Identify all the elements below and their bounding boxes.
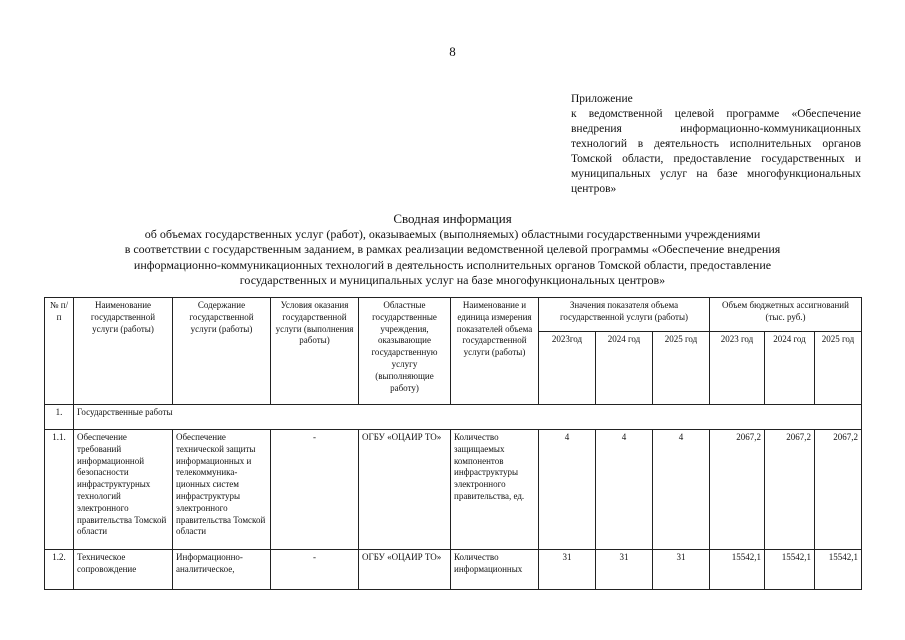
row-budget-value: 15542,1 bbox=[710, 550, 765, 590]
header-num: № п/п bbox=[45, 298, 74, 405]
header-institutions: Областные государственные учреждения, оказывающие государственную услугу (выполняющие работу) bbox=[359, 298, 451, 405]
row-volume-value: 31 bbox=[653, 550, 710, 590]
row-service-name: Обеспечение требований информационной безопасности инфраструктурных технологий электронного правительства Томской области bbox=[74, 430, 173, 550]
row-indicator: Количество защищаемых компонентов инфраструктуры электронного правительства, ед. bbox=[451, 430, 539, 550]
summary-line: об объемах государственных услуг (работ), оказываемых (выполняемых) областными государственными учреждениями bbox=[144, 226, 761, 241]
row-budget-value: 2067,2 bbox=[710, 430, 765, 550]
row-budget-value: 15542,1 bbox=[765, 550, 815, 590]
header-budget-year: 2023 год bbox=[710, 332, 765, 405]
summary-line: в соответствии с государственным заданием, в рамках реализации ведомственной целевой программы «Обеспечение внедрения bbox=[124, 242, 781, 256]
row-volume-value: 4 bbox=[653, 430, 710, 550]
row-institution: ОГБУ «ОЦАИР ТО» bbox=[359, 430, 451, 550]
header-volume-year: 2023год bbox=[539, 332, 596, 405]
appendix-title: Приложение bbox=[571, 93, 633, 105]
summary-line: государственных и муниципальных услуг на базе многофункциональных центров» bbox=[239, 273, 666, 287]
table-row bbox=[45, 430, 862, 550]
summary-header bbox=[40, 211, 865, 289]
section-num: 1. bbox=[45, 405, 74, 430]
header-conditions: Условия оказания государственной услуги (выполнения работы) bbox=[271, 298, 359, 405]
row-volume-value: 4 bbox=[596, 430, 653, 550]
row-volume-value: 31 bbox=[539, 550, 596, 590]
row-num: 1.2. bbox=[45, 550, 74, 590]
header-volume-group: Значения показателя объема государственной услуги (работы) bbox=[539, 298, 710, 332]
page-number: 8 bbox=[449, 44, 456, 59]
header-volume-year: 2024 год bbox=[596, 332, 653, 405]
header-budget-group: Объем бюджетных ассигнований (тыс. руб.) bbox=[710, 298, 862, 332]
header-content: Содержание государственной услуги (работы) bbox=[173, 298, 271, 405]
summary-line: информационно-коммуникационных технологий в деятельность исполнительных органов Томской области, предоставление bbox=[133, 257, 772, 272]
row-budget-value: 2067,2 bbox=[765, 430, 815, 550]
row-service-name: Техническое сопровождение bbox=[74, 550, 173, 590]
row-budget-value: 15542,1 bbox=[815, 550, 862, 590]
appendix-block bbox=[571, 92, 861, 197]
row-institution: ОГБУ «ОЦАИР ТО» bbox=[359, 550, 451, 590]
table-row bbox=[45, 550, 862, 590]
section-label: Государственные работы bbox=[74, 405, 862, 430]
row-volume-value: 31 bbox=[596, 550, 653, 590]
services-table bbox=[44, 297, 862, 590]
row-content: Информационно-аналитическое, bbox=[173, 550, 271, 590]
header-volume-year: 2025 год bbox=[653, 332, 710, 405]
header-budget-year: 2024 год bbox=[765, 332, 815, 405]
header-service-name: Наименование государственной услуги (работы) bbox=[74, 298, 173, 405]
appendix-text: к ведомственной целевой программе «Обеспечение внедрения информационно-коммуникационных технологий в деятельность исполнительных органов Томской области, предоставление государственных и муниципальных услуг на базе многофункциональных центров» bbox=[571, 108, 861, 195]
header-row bbox=[45, 298, 862, 332]
header-indicator-name: Наименование и единица измерения показателей объема государственной услуги (работы) bbox=[451, 298, 539, 405]
row-num: 1.1. bbox=[45, 430, 74, 550]
section-row bbox=[45, 405, 862, 430]
row-conditions: - bbox=[271, 550, 359, 590]
row-conditions: - bbox=[271, 430, 359, 550]
row-content: Обеспечение технической защиты информационных и телекоммуника-ционных систем инфраструктуры электронного правительства Томской области bbox=[173, 430, 271, 550]
summary-title: Сводная информация bbox=[393, 211, 512, 226]
row-budget-value: 2067,2 bbox=[815, 430, 862, 550]
row-indicator: Количество информационных bbox=[451, 550, 539, 590]
row-volume-value: 4 bbox=[539, 430, 596, 550]
header-budget-year: 2025 год bbox=[815, 332, 862, 405]
